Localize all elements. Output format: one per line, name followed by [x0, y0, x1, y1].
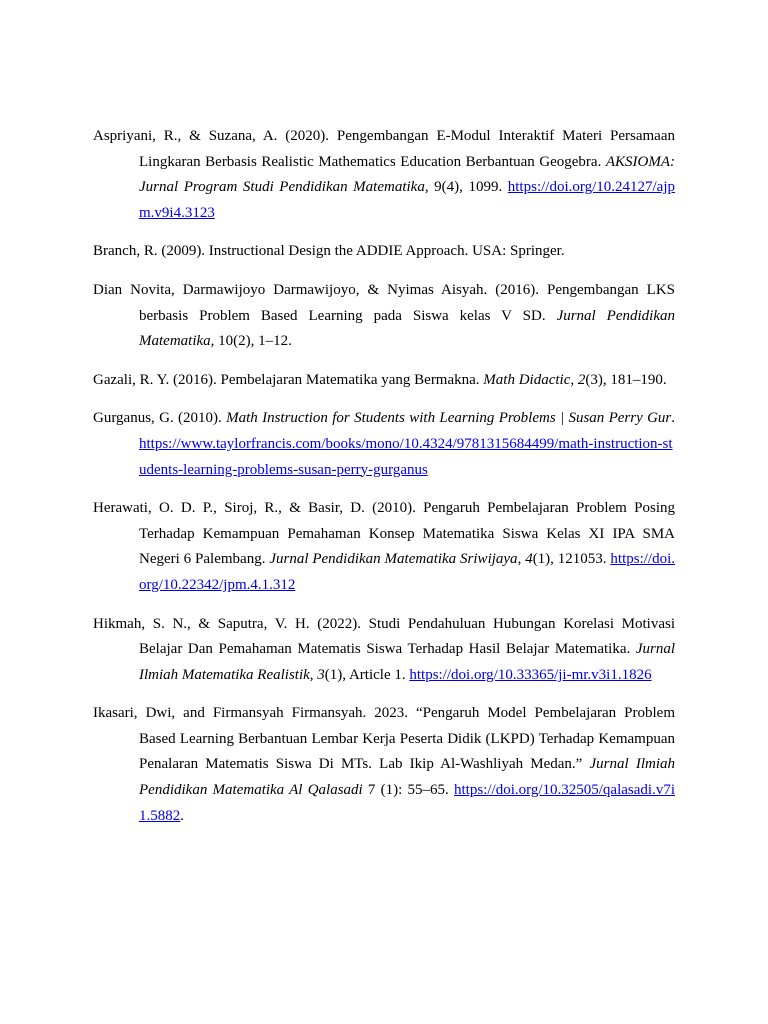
- volume-number: 3: [317, 666, 325, 683]
- reference-details: ,: [570, 371, 578, 388]
- book-title: Math Instruction for Students with Learning Problems | Susan Perry Gur: [226, 410, 672, 427]
- reference-text: Dian Novita, Darmawijoyo Darmawijoyo, & Nyimas Aisyah. (2016). Pengembangan LKS berbasis Problem Based Learning pada Siswa kelas V SD.: [93, 281, 675, 324]
- reference-text: Branch, R. (2009). Instructional Design the ADDIE Approach. USA: Springer.: [93, 243, 565, 260]
- journal-title: Jurnal Pendidikan Matematika Sriwijaya: [269, 551, 518, 568]
- journal-title: Jurnal Ilmiah Pendidikan Matematika Al Qalasadi: [139, 756, 675, 799]
- doi-link[interactable]: https://doi.org/10.32505/qalasadi.v7i1.5882: [139, 782, 675, 824]
- reference-details-issue: (1), 121053.: [532, 551, 611, 568]
- volume-number: 4: [525, 551, 533, 568]
- reference-text: Ikasari, Dwi, and Firmansyah Firmansyah. 2023. “Pengaruh Model Pembelajaran Problem Based Learning Berbantuan Lembar Kerja Peserta Didik (LKPD) Terhadap Kemampuan Penalaran Matematis Siswa Di MTs. Lab Ikip Al-Washliyah Medan.”: [93, 705, 675, 773]
- reference-text: Gazali, R. Y. (2016). Pembelajaran Matematika yang Bermakna.: [93, 371, 484, 388]
- doi-link[interactable]: https://doi.org/10.24127/ajpm.v9i4.3123: [139, 179, 675, 221]
- reference-details: , 10(2), 1–12.: [210, 333, 292, 350]
- reference-details: 7 (1): 55–65.: [362, 782, 455, 799]
- reference-entry-dian-novita: [93, 278, 675, 355]
- journal-title: Jurnal Ilmiah Matematika Realistik: [139, 641, 675, 683]
- reference-entry-ikasari: [93, 701, 675, 829]
- reference-details: ,: [309, 666, 318, 683]
- reference-entry-gazali: [93, 368, 675, 394]
- reference-details-issue: (1), Article 1.: [324, 666, 410, 683]
- reference-entry-branch: [93, 239, 675, 265]
- journal-title: Jurnal Pendidikan Matematika: [139, 307, 675, 350]
- volume-number: 2: [577, 371, 586, 388]
- reference-text: Gurganus, G. (2010).: [93, 410, 227, 427]
- reference-entry-herawati: [93, 496, 675, 598]
- reference-entry-aspriyani: [93, 124, 675, 226]
- doi-link[interactable]: https://doi.org/10.33365/ji-mr.v3i1.1826: [409, 666, 652, 683]
- reference-details: .: [671, 410, 675, 427]
- reference-details: , 9(4), 1099.: [424, 179, 508, 196]
- journal-title: Math Didactic: [483, 371, 571, 388]
- reference-text: Herawati, O. D. P., Siroj, R., & Basir, D. (2010). Pengaruh Pembelajaran Problem Posing Terhadap Kemampuan Pemahaman Konsep Matematika Siswa Kelas XI IPA SMA Negeri 6 Palembang.: [93, 500, 675, 568]
- journal-title: AKSIOMA: Jurnal Program Studi Pendidikan Matematika: [139, 153, 675, 196]
- url-link[interactable]: https://www.taylorfrancis.com/books/mono/10.4324/9781315684499/math-instruction-students-learning-problems-susan-perry-gurganus: [139, 435, 673, 478]
- doi-link[interactable]: https://doi.org/10.22342/jpm.4.1.312: [139, 551, 676, 593]
- reference-entry-gurganus: [93, 406, 675, 483]
- reference-entry-hikmah: [93, 612, 675, 689]
- reference-details-issue: (3), 181–190.: [585, 371, 667, 388]
- reference-details: ,: [517, 551, 526, 568]
- reference-text: Aspriyani, R., & Suzana, A. (2020). Pengembangan E-Modul Interaktif Materi Persamaan Lingkaran Berbasis Realistic Mathematics Education Berbantuan Geogebra.: [93, 128, 675, 170]
- reference-text: Hikmah, S. N., & Saputra, V. H. (2022). Studi Pendahuluan Hubungan Korelasi Motivasi Belajar Dan Pemahaman Matematis Siswa Terhadap Hasil Belajar Matematika.: [93, 615, 675, 658]
- reference-tail: .: [180, 807, 184, 824]
